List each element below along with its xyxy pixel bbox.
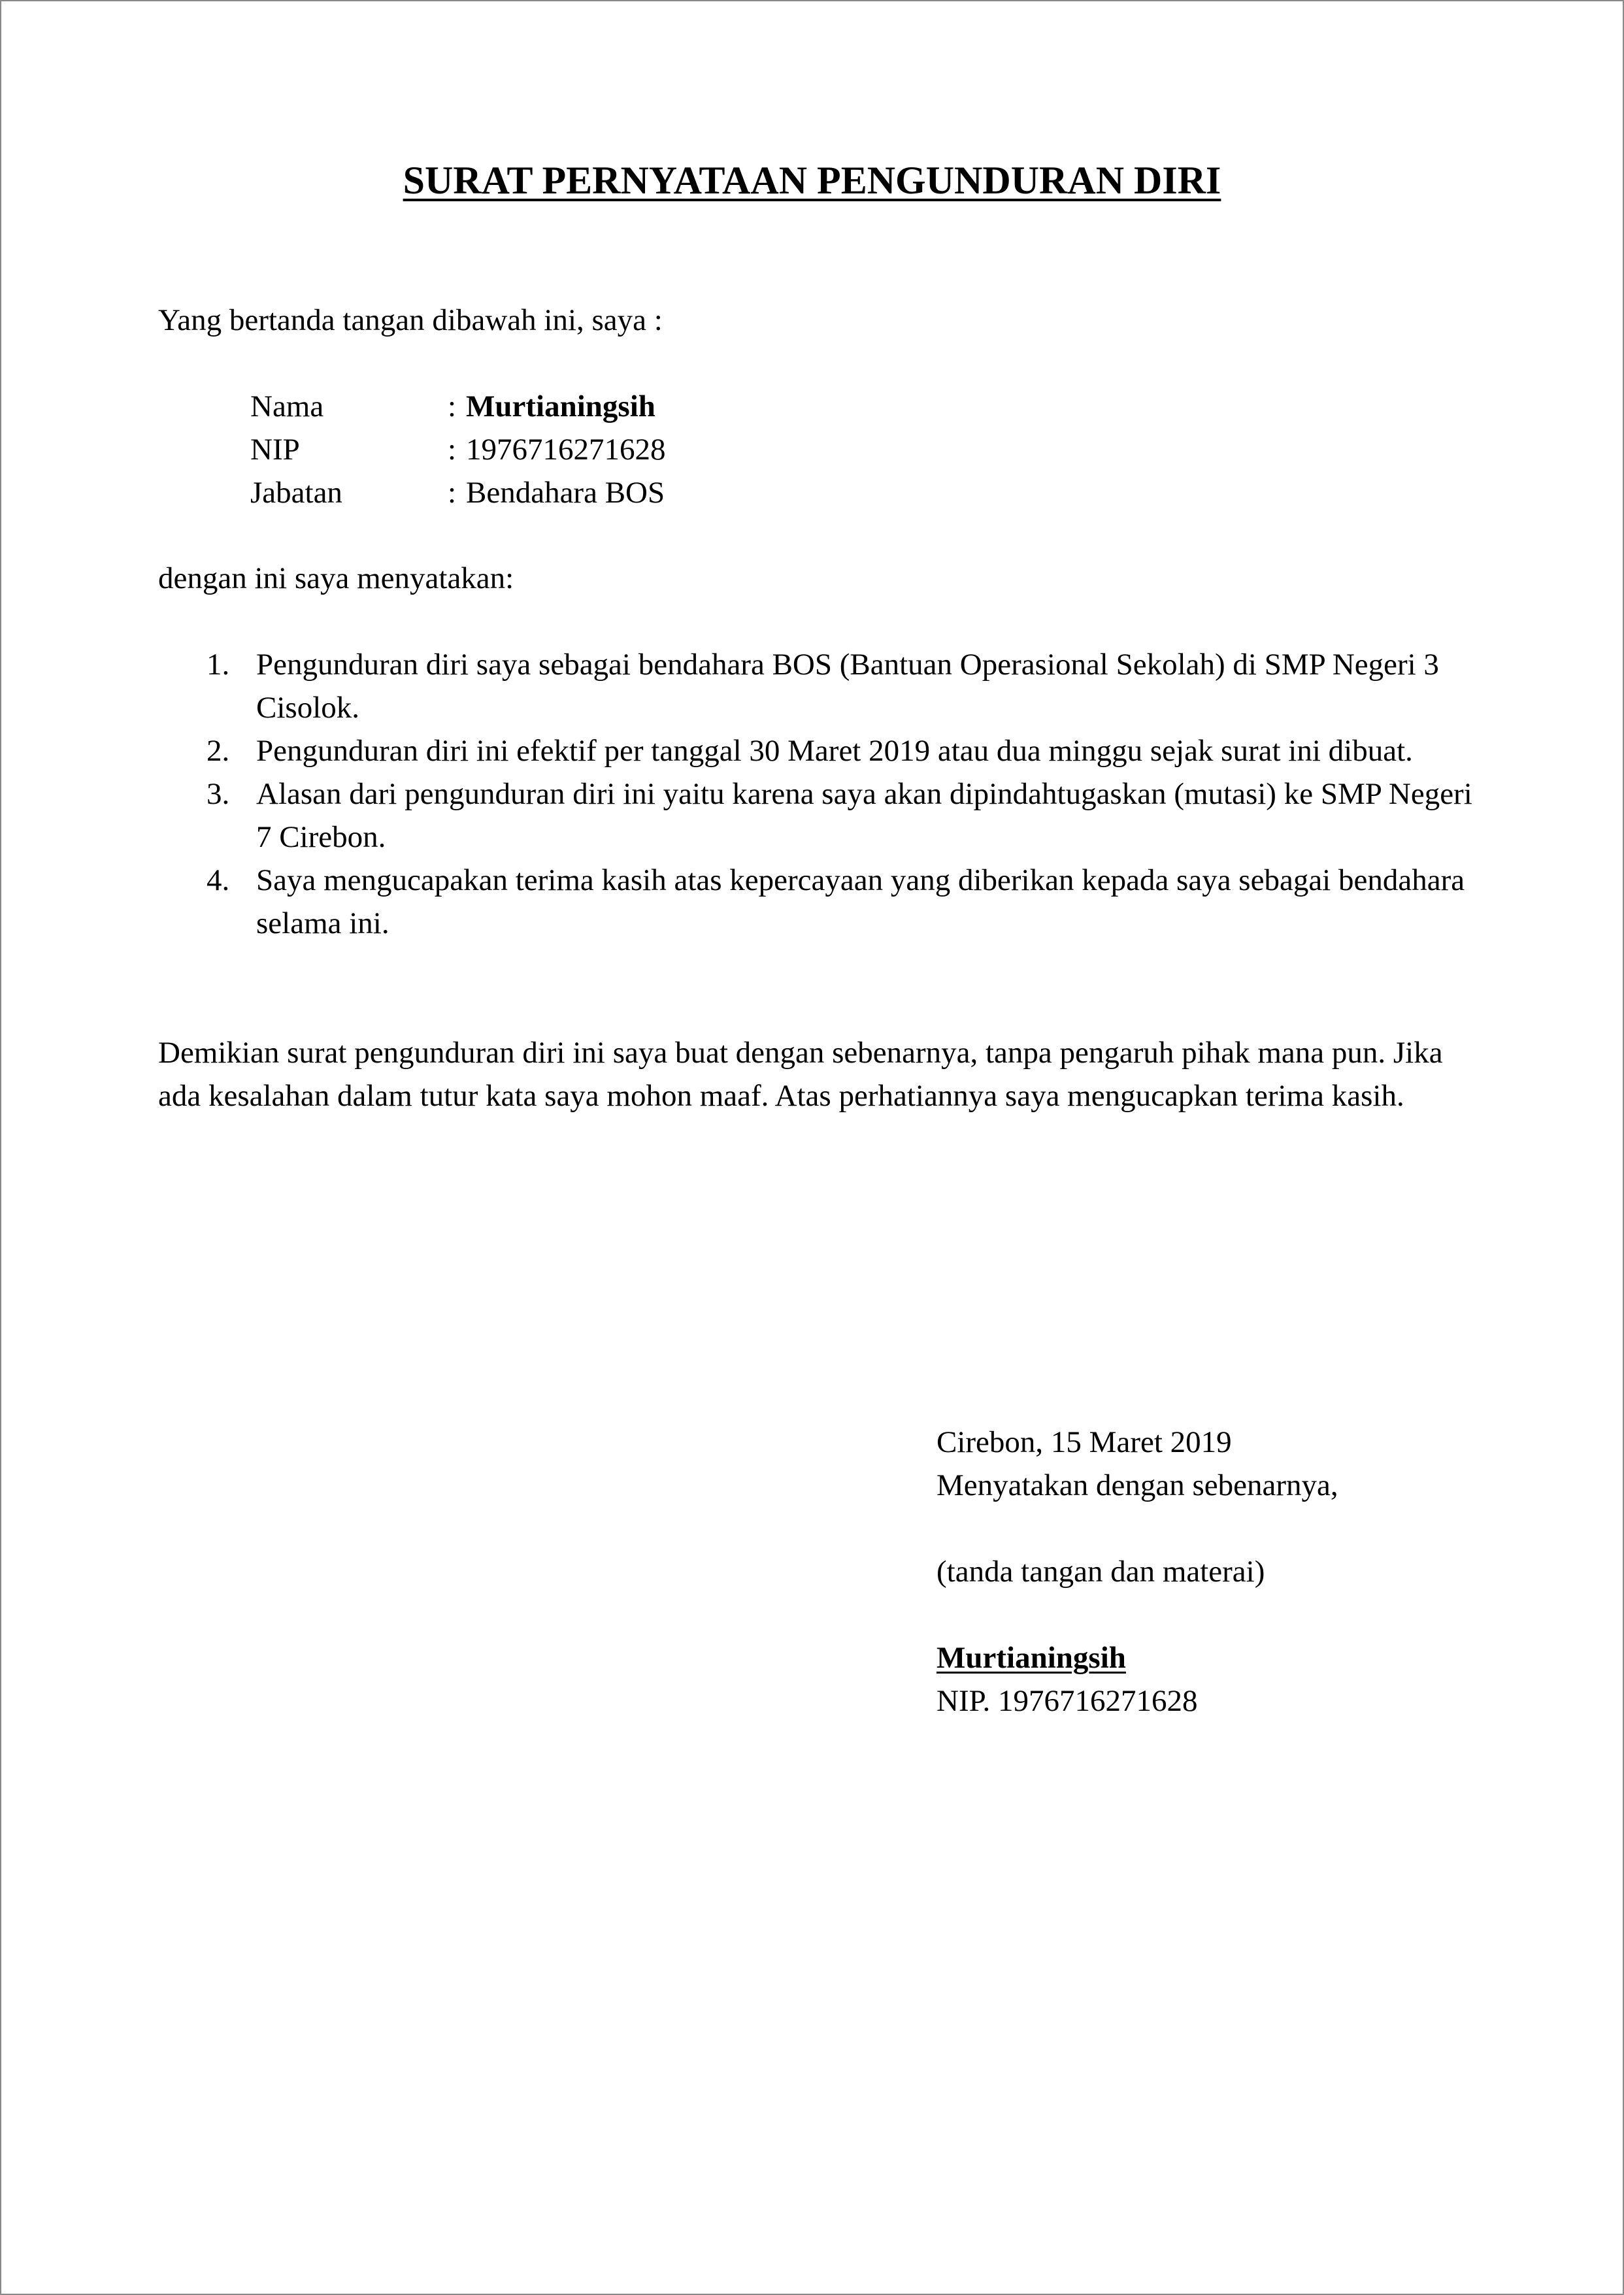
declaration-intro: dengan ini saya menyatakan: xyxy=(158,561,514,595)
signature-block xyxy=(936,1421,1525,1723)
identity-separator: : xyxy=(448,476,457,510)
list-number: 4. xyxy=(207,863,230,897)
signature-statement: Menyatakan dengan sebenarnya, xyxy=(936,1468,1338,1502)
list-item xyxy=(158,859,1485,945)
list-number: 1. xyxy=(207,648,230,682)
list-text: Pengunduran diri saya sebagai bendahara BOS (Bantuan Operasional Sekolah) di SMP Negeri 3 Cisolok. xyxy=(256,648,1439,725)
signature-spacer xyxy=(936,1507,1525,1550)
identity-block xyxy=(250,385,666,514)
place-date: Cirebon, 15 Maret 2019 xyxy=(936,1425,1232,1459)
list-text: Saya mengucapakan terima kasih atas kepercayaan yang diberikan kepada saya sebagai bendahara selama ini. xyxy=(256,863,1465,940)
list-number: 3. xyxy=(207,777,230,811)
list-item xyxy=(158,772,1485,859)
identity-value: Bendahara BOS xyxy=(466,476,665,510)
signatory-nip: NIP. 1976716271628 xyxy=(936,1684,1198,1718)
signatory-name: Murtianingsih xyxy=(936,1641,1126,1675)
closing-paragraph: Demikian surat pengunduran diri ini saya buat dengan sebenarnya, tanpa pengaruh pihak mana pun. Jika ada kesalahan dalam tutur kata saya mohon maaf. Atas perhatiannya saya mengucapkan terima kasih. xyxy=(158,1036,1443,1113)
identity-row-nip xyxy=(250,428,666,471)
identity-row-position xyxy=(250,471,666,514)
identity-separator: : xyxy=(448,389,457,423)
list-item xyxy=(158,643,1485,729)
identity-label: NIP xyxy=(250,433,300,467)
identity-value: Murtianingsih xyxy=(466,389,655,423)
list-number: 2. xyxy=(207,734,230,768)
identity-value: 1976716271628 xyxy=(466,433,666,467)
statement-list xyxy=(158,643,1485,945)
identity-separator: : xyxy=(448,433,457,467)
identity-label: Nama xyxy=(250,389,324,423)
intro-text: Yang bertanda tangan dibawah ini, saya : xyxy=(158,303,663,337)
list-item xyxy=(158,729,1485,772)
signature-note: (tanda tangan dan materai) xyxy=(936,1555,1265,1589)
document-title: SURAT PERNYATAAN PENGUNDURAN DIRI xyxy=(403,159,1221,202)
identity-row-name xyxy=(250,385,666,428)
list-text: Pengunduran diri ini efektif per tanggal 30 Maret 2019 atau dua minggu sejak surat ini dibuat. xyxy=(256,734,1413,768)
list-text: Alasan dari pengunduran diri ini yaitu karena saya akan dipindahtugaskan (mutasi) ke SMP Negeri 7 Cirebon. xyxy=(256,777,1472,854)
identity-label: Jabatan xyxy=(250,476,342,510)
signature-spacer xyxy=(936,1593,1525,1636)
